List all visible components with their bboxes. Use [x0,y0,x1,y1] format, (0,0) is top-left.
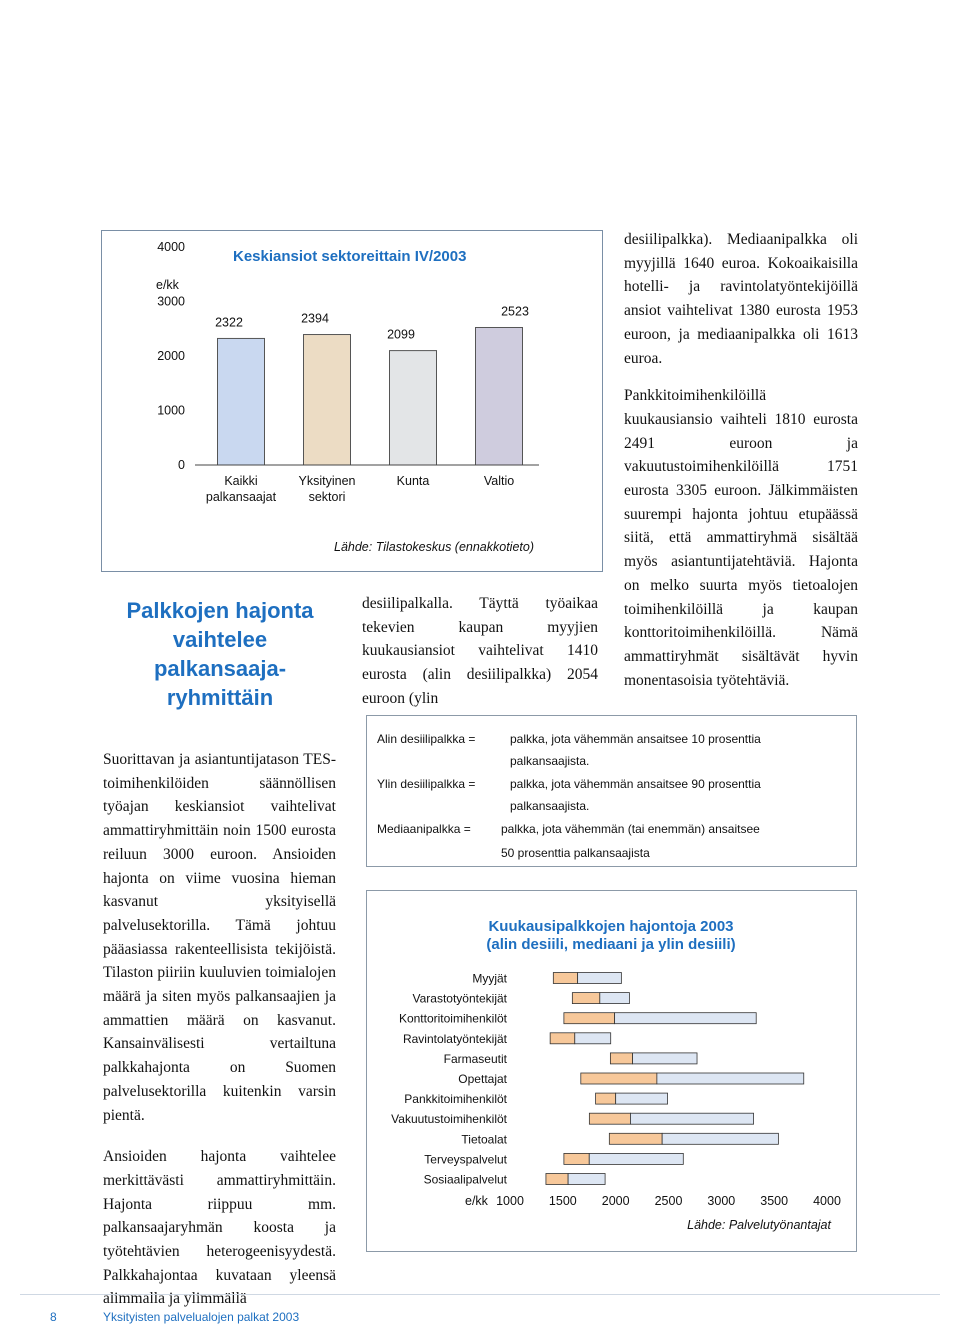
bar [304,335,351,465]
category-label: Vakuutustoimihenkilöt [391,1112,507,1127]
category-label: Konttoritoimihenkilöt [398,1011,507,1026]
footer-publication: Yksityisten palvelualojen palkat 2003 [103,1310,300,1324]
definition-text: palkansaajista. [510,754,590,768]
x-tick-label: 1500 [548,1194,577,1208]
definition-term: Alin desiilipalkka = [377,732,476,746]
range-bar-low-median [572,993,599,1004]
right-paragraph-2: Pankkitoimihenkilöillä kuukausiansio vaihteli 1810 eurosta 2491 euroon ja vakuutustoimihenkilöillä 1751 eurosta 3305 euroon. Jälkimmäisten suurempi hajonta johtuu etupäässä siitä, että ammattiryhmä sisältää myös asiantuntijatehtäviä. Hajonta on melko suurta myös tietoalojen toimihenkilöillä ja kaupan konttoritoimihenkilöillä. Nämä ammattiryhmät sisältävät hyvin monentasoisia työtehtäviä. [624,387,858,689]
section-title-line: palkansaaja- [153,656,287,681]
definition-term: Mediaanipalkka = [377,822,471,836]
range-bar-low-median [546,1174,568,1185]
range-bar-low-median [610,1053,632,1064]
range-bar-low-median [564,1153,589,1164]
bar [390,351,437,465]
category-label: Varastotyöntekijät [412,991,507,1006]
bar [218,338,265,465]
y-axis-unit-label: e/kk [156,278,179,292]
definition-text: palkansaajista. [510,799,590,813]
category-label: Pankkitoimihenkilöt [404,1092,507,1107]
y-tick-label: 0 [178,458,185,472]
category-label: Tietoalat [461,1132,507,1147]
left-column [103,748,336,1311]
definition-text: palkka, jota vähemmän ansaitsee 90 prosenttia [510,777,761,791]
range-bar-median-high [662,1133,778,1144]
chart-source: Lähde: Tilastokeskus (ennakkotieto) [334,540,534,554]
range-bar-median-high [616,1093,668,1104]
definition-text: 50 prosenttia palkansaajista [501,846,650,860]
chart-panel-keskiansiot [101,230,603,572]
x-tick-label: 2500 [654,1194,683,1208]
x-tick-label: 4000 [813,1194,841,1208]
x-tick-label: 3500 [760,1194,789,1208]
definition-term: Ylin desiilipalkka = [377,777,476,791]
category-label: Sosiaalipalvelut [423,1172,507,1187]
range-bar-low-median [589,1113,630,1124]
category-label: Myyjät [472,971,507,986]
range-bar-low-median [609,1133,662,1144]
right-paragraph-1: desiilipalkka). Mediaanipalkka oli myyjillä 1640 euroa. Kokoaikaisilla hotelli- ja ravintolatyöntekijöillä ansiot vaihtelivat 1380 eurosta 1953 euroon, ja mediaanipalkka oli 1613 euroa. [624,231,858,367]
category-label: Kaikki [224,474,258,488]
category-label: sektori [308,490,346,504]
range-bar-median-high [657,1073,804,1084]
section-title-line: Palkkojen hajonta [126,598,314,623]
page-number: 8 [50,1310,57,1324]
y-tick-label: 4000 [157,240,185,254]
category-label: Valtio [483,474,515,488]
bar [476,327,523,465]
left-paragraph-2: Ansioiden hajonta vaihtelee merkittävästi ammattiryhmittäin. Hajonta riippuu mm. palkansaajaryhmän koosta ja työtehtävien heterogeenisyydestä. Palkkahajontaa kuvataan yleensä alimmalla ja ylimmällä [103,1148,336,1308]
range-bar-median-high [615,1013,757,1024]
x-tick-label: 1000 [496,1194,524,1208]
range-bar-low-median [564,1013,615,1024]
definition-text: palkka, jota vähemmän ansaitsee 10 prosenttia [510,732,761,746]
bar-value-label: 2523 [501,304,529,319]
x-tick-label: 2000 [601,1194,630,1208]
middle-column [362,592,598,711]
range-bar-chart-hajonta [367,891,856,1251]
chart-source: Lähde: Palvelutyönantajat [687,1218,831,1232]
category-label: Terveyspalvelut [424,1152,507,1167]
category-label: Opettajat [458,1072,507,1086]
category-label: Yksityinen [298,474,356,488]
footer-divider [20,1294,940,1295]
left-paragraph-1: Suorittavan ja asiantuntijatason TES-toimihenkilöiden säännöllisen työajan keskiansiot vaihtelivat ammattiryhmittäin noin 1500 eurosta reiluun 3000 euroon. Ansioiden hajonta on viime vuosina hieman kasvanut yksityisellä palvelusektorilla. Tämä johtuu pääasiassa rakenteellisista tekijöistä. Tilaston piiriin kuuluvien toimialojen määrä ja siten myös palkansaajien ja ammattien määrä on kasvanut. Kansainvälisesti vertailtuna palkkahajonta on Suomen palvelusektorilla kuitenkin varsin pientä. [103,751,336,1124]
range-bar-median-high [575,1033,611,1044]
right-column [624,228,858,692]
range-bar-low-median [596,1093,616,1104]
category-label: Kunta [396,474,430,488]
y-tick-label: 2000 [157,349,185,363]
bar-chart-keskiansiot [102,231,602,571]
middle-paragraph: desiilipalkalla. Täyttä työaikaa tekevien kaupan myyjien kuukausiansiot vaihtelivat 1410 eurosta (alin desiilipalkka) 2054 euroon (ylin [362,595,598,707]
definition-text: palkka, jota vähemmän (tai enemmän) ansaitsee [501,822,760,836]
chart-title: Kuukausipalkkojen hajontoja 2003 [488,918,734,935]
chart-title: Keskiansiot sektoreittain IV/2003 [233,248,467,265]
y-tick-label: 3000 [157,294,185,309]
x-tick-label: 3000 [707,1194,736,1208]
range-bar-median-high [568,1174,605,1185]
range-bar-median-high [589,1153,683,1164]
bar-value-label: 2322 [215,315,243,330]
range-bar-median-high [600,993,630,1004]
bar-value-label: 2099 [387,327,415,342]
category-label: Ravintolatyöntekijät [402,1031,507,1046]
range-bar-low-median [581,1073,657,1084]
range-bar-median-high [633,1053,697,1064]
bar-value-label: 2394 [301,311,329,326]
range-bar-median-high [578,973,622,984]
category-label: Farmaseutit [443,1051,507,1066]
y-tick-label: 1000 [157,403,185,418]
category-label: palkansaajat [205,490,277,504]
section-title-line: ryhmittäin [166,685,274,710]
chart-panel-hajonta [366,890,857,1252]
range-bar-low-median [553,973,577,984]
range-bar-median-high [630,1113,753,1124]
range-bar-low-median [550,1033,575,1044]
x-axis-unit-label: e/kk [465,1194,488,1208]
chart-subtitle: (alin desiili, mediaani ja ylin desiili) [486,936,736,953]
definitions-box [366,715,857,867]
section-title [100,596,340,712]
section-title-line: vaihtelee [172,627,268,652]
